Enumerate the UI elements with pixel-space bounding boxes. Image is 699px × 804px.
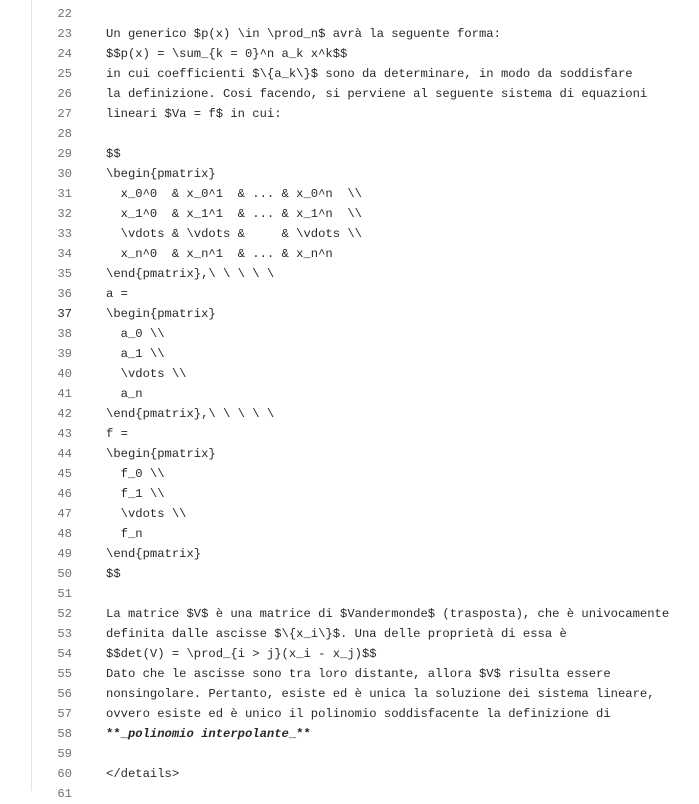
code-line bbox=[32, 304, 699, 324]
line-content: f = bbox=[106, 427, 128, 441]
line-number[interactable]: 43 bbox=[57, 427, 72, 441]
code-line bbox=[32, 684, 699, 704]
line-number[interactable]: 35 bbox=[57, 267, 72, 281]
line-content: a = bbox=[106, 287, 128, 301]
code-line bbox=[32, 464, 699, 484]
line-number[interactable]: 60 bbox=[57, 767, 72, 781]
line-content: \vdots \\ bbox=[106, 367, 187, 381]
code-line bbox=[32, 184, 699, 204]
line-number[interactable]: 61 bbox=[57, 787, 72, 801]
line-number[interactable]: 37 bbox=[57, 307, 72, 321]
code-line bbox=[32, 84, 699, 104]
line-content: a_0 \\ bbox=[106, 327, 165, 341]
line-number[interactable]: 24 bbox=[57, 47, 72, 61]
code-line bbox=[32, 224, 699, 244]
code-line bbox=[32, 744, 699, 764]
code-line bbox=[32, 124, 699, 144]
line-content: x_n^0 & x_n^1 & ... & x_n^n bbox=[106, 247, 333, 261]
code-line bbox=[32, 24, 699, 44]
code-line bbox=[32, 564, 699, 584]
code-line bbox=[32, 504, 699, 524]
line-number[interactable]: 46 bbox=[57, 487, 72, 501]
line-content: $$ bbox=[106, 147, 121, 161]
line-number[interactable]: 27 bbox=[57, 107, 72, 121]
code-line bbox=[32, 164, 699, 184]
line-number[interactable]: 22 bbox=[57, 7, 72, 21]
line-number[interactable]: 36 bbox=[57, 287, 72, 301]
line-number[interactable]: 50 bbox=[57, 567, 72, 581]
code-line bbox=[32, 364, 699, 384]
line-content: \begin{pmatrix} bbox=[106, 307, 216, 321]
line-number[interactable]: 26 bbox=[57, 87, 72, 101]
code-line bbox=[32, 284, 699, 304]
markdown-marker: **_ bbox=[106, 727, 128, 741]
line-content: </details> bbox=[106, 767, 180, 781]
code-line bbox=[32, 764, 699, 784]
line-number[interactable]: 45 bbox=[57, 467, 72, 481]
line-content: f_0 \\ bbox=[106, 467, 165, 481]
code-line bbox=[32, 244, 699, 264]
line-number[interactable]: 47 bbox=[57, 507, 72, 521]
code-line bbox=[32, 584, 699, 604]
line-number[interactable]: 23 bbox=[57, 27, 72, 41]
line-number[interactable]: 54 bbox=[57, 647, 72, 661]
line-content: \end{pmatrix} bbox=[106, 547, 202, 561]
code-line bbox=[32, 704, 699, 724]
line-number[interactable]: 29 bbox=[57, 147, 72, 161]
code-line bbox=[32, 64, 699, 84]
line-content: in cui coefficienti $\{a_k\}$ sono da determinare, in modo da soddisfare bbox=[106, 67, 633, 81]
code-view bbox=[31, 0, 699, 801]
code-line bbox=[32, 144, 699, 164]
line-content: $$det(V) = \prod_{i > j}(x_i - x_j)$$ bbox=[106, 647, 377, 661]
line-number[interactable]: 25 bbox=[57, 67, 72, 81]
code-line bbox=[32, 344, 699, 364]
code-line bbox=[32, 324, 699, 344]
code-line bbox=[32, 524, 699, 544]
code-line bbox=[32, 664, 699, 684]
line-number[interactable]: 48 bbox=[57, 527, 72, 541]
line-number[interactable]: 55 bbox=[57, 667, 72, 681]
code-line bbox=[32, 4, 699, 24]
line-content: x_1^0 & x_1^1 & ... & x_1^n \\ bbox=[106, 207, 362, 221]
line-content: x_0^0 & x_0^1 & ... & x_0^n \\ bbox=[106, 187, 362, 201]
code-line bbox=[32, 544, 699, 564]
line-number[interactable]: 59 bbox=[57, 747, 72, 761]
bold-italic-text: polinomio interpolante bbox=[127, 727, 289, 741]
line-content: nonsingolare. Pertanto, esiste ed è unica la soluzione dei sistema lineare, bbox=[106, 687, 655, 701]
line-number[interactable]: 53 bbox=[57, 627, 72, 641]
line-content: a_n bbox=[106, 387, 143, 401]
code-line bbox=[32, 384, 699, 404]
line-content: $$ bbox=[106, 567, 121, 581]
line-number[interactable]: 58 bbox=[57, 727, 72, 741]
line-content: f_n bbox=[106, 527, 143, 541]
line-content: la definizione. Cosi facendo, si perviene al seguente sistema di equazioni bbox=[106, 87, 648, 101]
line-content: f_1 \\ bbox=[106, 487, 165, 501]
code-line bbox=[32, 624, 699, 644]
code-line bbox=[32, 444, 699, 464]
line-number[interactable]: 44 bbox=[57, 447, 72, 461]
line-content: \vdots & \vdots & & \vdots \\ bbox=[106, 227, 362, 241]
line-number[interactable]: 41 bbox=[57, 387, 72, 401]
line-number[interactable]: 30 bbox=[57, 167, 72, 181]
code-line bbox=[32, 44, 699, 64]
code-line bbox=[32, 724, 699, 744]
line-content bbox=[106, 724, 311, 744]
code-line bbox=[32, 204, 699, 224]
line-number[interactable]: 31 bbox=[57, 187, 72, 201]
line-number[interactable]: 49 bbox=[57, 547, 72, 561]
line-content: a_1 \\ bbox=[106, 347, 165, 361]
line-content: \begin{pmatrix} bbox=[106, 447, 216, 461]
line-number[interactable]: 57 bbox=[57, 707, 72, 721]
line-number[interactable]: 38 bbox=[57, 327, 72, 341]
code-line bbox=[32, 784, 699, 804]
line-content: definita dalle ascisse $\{x_i\}$. Una delle proprietà di essa è bbox=[106, 627, 567, 641]
line-number[interactable]: 56 bbox=[57, 687, 72, 701]
code-line bbox=[32, 604, 699, 624]
line-content: La matrice $V$ è una matrice di $Vandermonde$ (trasposta), che è univocamente bbox=[106, 607, 670, 621]
line-content: \end{pmatrix},\ \ \ \ \ bbox=[106, 407, 275, 421]
line-content: $$p(x) = \sum_{k = 0}^n a_k x^k$$ bbox=[106, 47, 348, 61]
code-line bbox=[32, 644, 699, 664]
line-number[interactable]: 34 bbox=[57, 247, 72, 261]
line-content: lineari $Va = f$ in cui: bbox=[106, 107, 282, 121]
line-number[interactable]: 32 bbox=[57, 207, 72, 221]
line-number[interactable]: 42 bbox=[57, 407, 72, 421]
line-number[interactable]: 51 bbox=[57, 587, 72, 601]
line-number[interactable]: 52 bbox=[57, 607, 72, 621]
markdown-marker: _** bbox=[288, 727, 311, 741]
line-content: \vdots \\ bbox=[106, 507, 187, 521]
line-content: \begin{pmatrix} bbox=[106, 167, 216, 181]
line-number[interactable]: 39 bbox=[57, 347, 72, 361]
line-content: \end{pmatrix},\ \ \ \ \ bbox=[106, 267, 275, 281]
line-number[interactable]: 33 bbox=[57, 227, 72, 241]
code-line bbox=[32, 104, 699, 124]
line-content: Dato che le ascisse sono tra loro distante, allora $V$ risulta essere bbox=[106, 667, 611, 681]
code-line bbox=[32, 424, 699, 444]
code-line bbox=[32, 484, 699, 504]
line-number[interactable]: 28 bbox=[57, 127, 72, 141]
code-line bbox=[32, 404, 699, 424]
line-content: Un generico $p(x) \in \prod_n$ avrà la seguente forma: bbox=[106, 27, 501, 41]
line-content: ovvero esiste ed è unico il polinomio soddisfacente la definizione di bbox=[106, 707, 611, 721]
line-number[interactable]: 40 bbox=[57, 367, 72, 381]
code-line bbox=[32, 264, 699, 284]
